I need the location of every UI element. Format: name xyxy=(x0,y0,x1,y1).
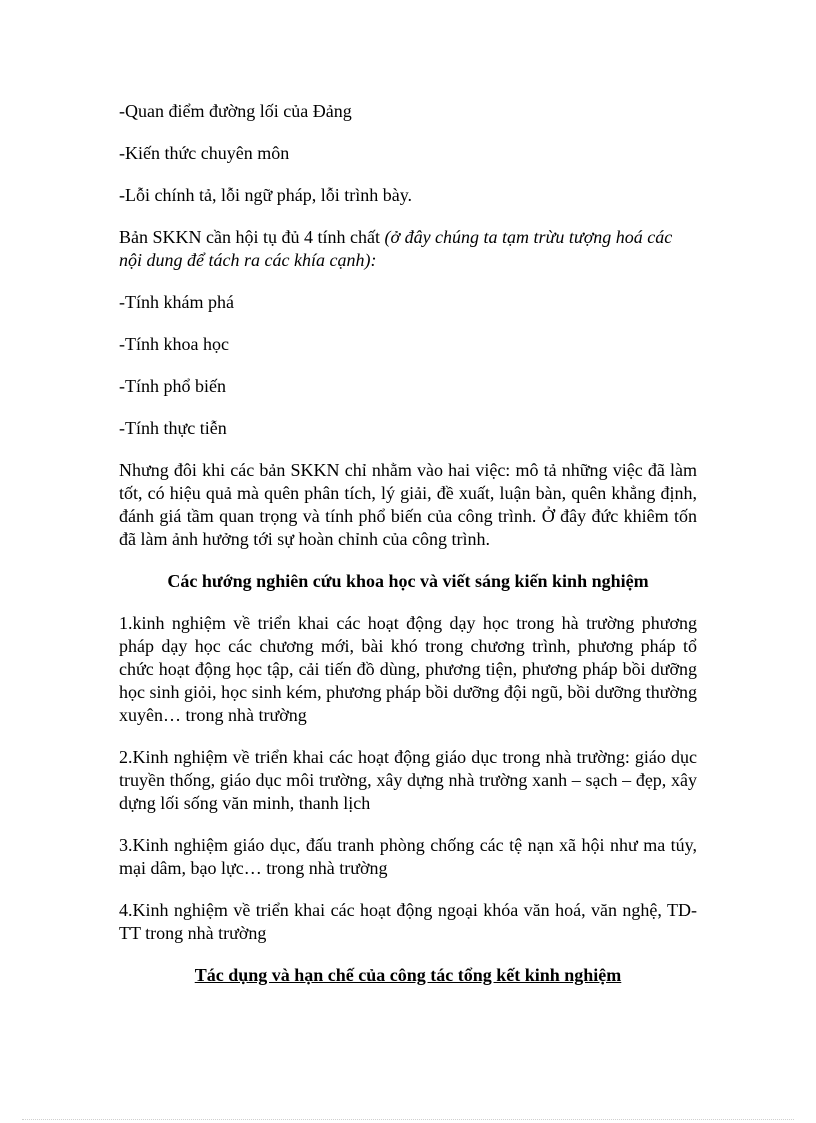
list-item-discovery: -Tính khám phá xyxy=(119,292,234,312)
list-item-expertise: -Kiến thức chuyên môn xyxy=(119,143,290,163)
intro-italic-text: (ở đây chúng ta tạm trừu tượng hoá các nội dung để tách ra các khía cạnh): xyxy=(119,227,673,270)
page-bottom-divider xyxy=(22,1119,794,1120)
list-item-scientific: -Tính khoa học xyxy=(119,334,229,354)
intro-paragraph xyxy=(119,226,697,272)
list-item-errors: -Lỗi chính tả, lỗi ngữ pháp, lỗi trình bày. xyxy=(119,185,413,205)
document-page xyxy=(119,100,697,1006)
direction-item-3: 3.Kinh nghiệm giáo dục, đấu tranh phòng chống các tệ nạn xã hội như ma túy, mại dâm, bạo lực… trong nhà trường xyxy=(119,835,697,878)
list-item-popular: -Tính phổ biến xyxy=(119,376,226,396)
intro-plain-text: Bản SKKN cần hội tụ đủ 4 tính chất xyxy=(119,227,385,247)
direction-item-1: 1.kinh nghiệm về triển khai các hoạt động dạy học trong hà trường phương pháp dạy học các chương mới, bài khó trong chương trình, phương pháp tổ chức hoạt động học tập, cải tiến đồ dùng, phương tiện, phương pháp bồi dưỡng học sinh giỏi, học sinh kém, phương pháp bồi dưỡng đội ngũ, bồi dưỡng thường xuyên… trong nhà trường xyxy=(119,613,697,725)
list-item-party-viewpoint: -Quan điểm đường lối của Đảng xyxy=(119,101,352,121)
list-item-practical: -Tính thực tiễn xyxy=(119,418,227,438)
direction-item-4: 4.Kinh nghiệm về triển khai các hoạt động ngoại khóa văn hoá, văn nghệ, TD- TT trong nhà trường xyxy=(119,900,697,943)
heading-research-directions: Các hướng nghiên cứu khoa học và viết sáng kiến kinh nghiệm xyxy=(167,571,649,591)
paragraph-however: Nhưng đôi khi các bản SKKN chỉ nhằm vào hai việc: mô tả những việc đã làm tốt, có hiệu quả mà quên phân tích, lý giải, đề xuất, luận bàn, quên khẳng định, đánh giá tầm quan trọng và tính phổ biến của công trình. Ở đây đức khiêm tốn đã làm ảnh hưởng tới sự hoàn chỉnh của công trình. xyxy=(119,460,697,549)
heading-effects-limitations: Tác dụng và hạn chế của công tác tổng kết kinh nghiệm xyxy=(194,965,622,985)
direction-item-2: 2.Kinh nghiệm về triển khai các hoạt động giáo dục trong nhà trường: giáo dục truyền thống, giáo dục môi trường, xây dựng nhà trường xanh – sạch – đẹp, xây dựng lối sống văn minh, thanh lịch xyxy=(119,747,697,813)
